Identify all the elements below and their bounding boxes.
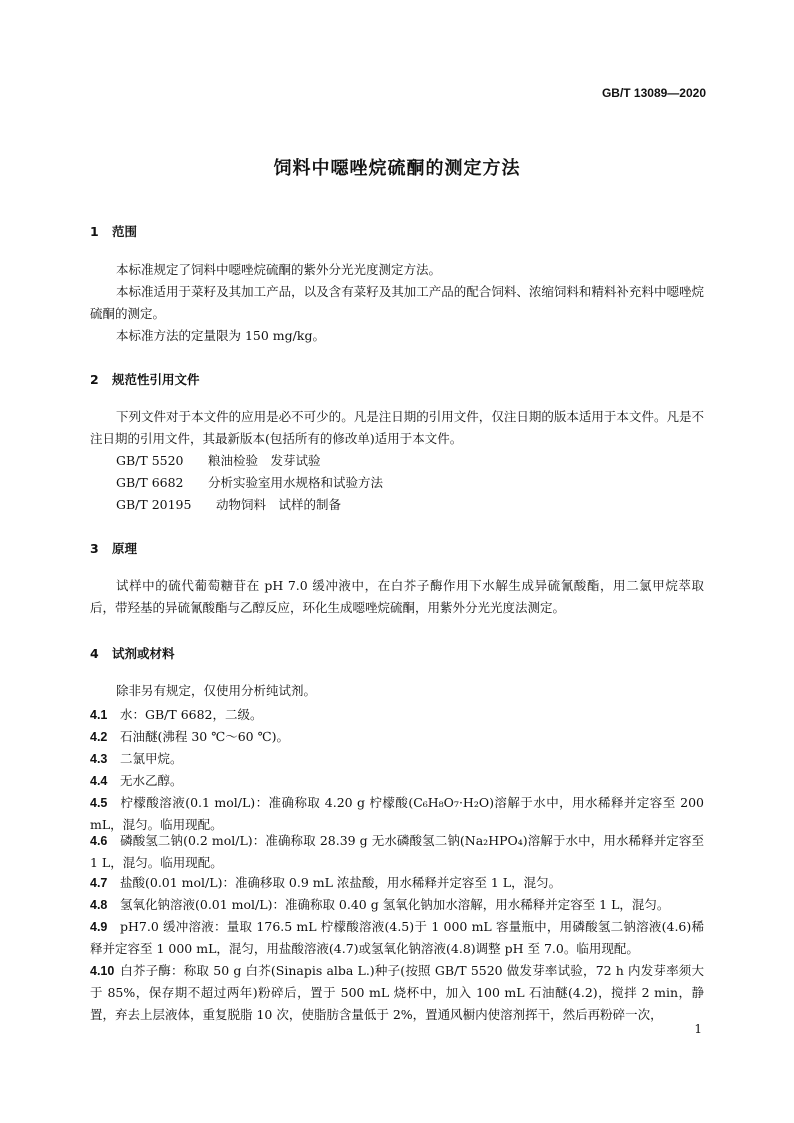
item-number: 4.7 <box>90 876 108 890</box>
item-number: 4.9 <box>90 920 108 934</box>
section-heading-4 <box>90 644 175 662</box>
item-number: 4.10 <box>90 964 115 978</box>
section-number: 1 <box>90 224 99 239</box>
item-number: 4.4 <box>90 774 108 788</box>
reference-code: GB/T 6682 <box>116 475 184 490</box>
principle-paragraph: 试样中的硫代葡萄糖苷在 pH 7.0 缓冲液中，在白芥子酶作用下水解生成异硫氰酸酯，用二氯甲烷萃取后，带羟基的异硫氰酸酯与乙醇反应，环化生成噁唑烷硫酮，用紫外分光光度法测定。 <box>90 578 704 615</box>
reagent-item <box>90 704 704 726</box>
section-heading-2 <box>90 370 200 388</box>
section-title: 原理 <box>112 541 138 556</box>
item-text: 氢氧化钠溶液(0.01 mol/L)：准确称取 0.40 g 氢氧化钠加水溶解，用水稀释并定容至 1 L，混匀。 <box>120 897 670 912</box>
reagent-item <box>90 960 704 1026</box>
item-text: 白芥子酶：称取 50 g 白芥(Sinapis alba L.)种子(按照 GB/T 5520 做发芽率试验，72 h 内发芽率须大于 85%，保存期不超过两年)粉碎后，置于 500 mL 烧杯中，加入 100 mL 石油醚(4.2)，搅拌 2 min，静置，弃去上层液体，重复脱脂 10 次，使脂肪含量低于 2%，置通风橱内使溶剂挥干，然后再粉碎一次， <box>90 963 704 1022</box>
reagents-intro: 除非另有规定，仅使用分析纯试剂。 <box>116 683 317 698</box>
item-text: 无水乙醇。 <box>120 773 183 788</box>
item-text: 二氯甲烷。 <box>120 751 183 766</box>
item-number: 4.1 <box>90 708 108 722</box>
reference-code: GB/T 20195 <box>116 497 192 512</box>
section-number: 3 <box>90 541 99 556</box>
item-number: 4.5 <box>90 796 108 810</box>
section-number: 2 <box>90 372 99 387</box>
reference-name: 粮油检验 发芽试验 <box>208 453 321 468</box>
item-number: 4.3 <box>90 752 108 766</box>
section-heading-1 <box>90 222 137 240</box>
section-heading-3 <box>90 539 137 557</box>
item-number: 4.2 <box>90 730 108 744</box>
reference-name: 分析实验室用水规格和试验方法 <box>208 475 384 490</box>
item-text: 磷酸氢二钠(0.2 mol/L)：准确称取 28.39 g 无水磷酸氢二钠(Na₂HPO₄)溶解于水中，用水稀释并定容至 1 L，混匀。临用现配。 <box>90 833 704 870</box>
reference-item <box>116 494 383 516</box>
item-text: 水：GB/T 6682，二级。 <box>120 707 263 722</box>
scope-paragraph-3: 本标准方法的定量限为 150 mg/kg。 <box>116 328 325 343</box>
reference-item <box>116 472 383 494</box>
item-text: 盐酸(0.01 mol/L)：准确移取 0.9 mL 浓盐酸，用水稀释并定容至 1 L，混匀。 <box>120 875 562 890</box>
reference-name: 动物饲料 试样的制备 <box>216 497 342 512</box>
reagent-item <box>90 726 704 748</box>
item-text: 石油醚(沸程 30 ℃～60 ℃)。 <box>120 729 289 744</box>
normative-intro: 下列文件对于本文件的应用是必不可少的。凡是注日期的引用文件，仅注日期的版本适用于本文件。凡是不注日期的引用文件，其最新版本(包括所有的修改单)适用于本文件。 <box>90 409 704 446</box>
scope-paragraph-1: 本标准规定了饲料中噁唑烷硫酮的紫外分光光度测定方法。 <box>116 262 442 277</box>
reagent-item <box>90 830 704 874</box>
item-text: pH7.0 缓冲溶液：量取 176.5 mL 柠檬酸溶液(4.5)于 1 000 mL 容量瓶中，用磷酸氢二钠溶液(4.6)稀释并定容至 1 000 mL，混匀，用盐酸溶液(4.7)或氢氧化钠溶液(4.8)调整 pH 至 7.0。临用现配。 <box>90 919 704 956</box>
page-title: 饲料中噁唑烷硫酮的测定方法 <box>273 158 521 179</box>
reagent-item <box>90 894 704 916</box>
reagent-item <box>90 748 704 770</box>
page-number: 1 <box>694 1022 702 1036</box>
section-title: 范围 <box>112 224 138 239</box>
reagent-item <box>90 770 704 792</box>
reagent-item <box>90 916 704 960</box>
standard-code: GB/T 13089—2020 <box>601 86 706 100</box>
item-text: 柠檬酸溶液(0.1 mol/L)：准确称取 4.20 g 柠檬酸(C₆H₈O₇·H₂O)溶解于水中，用水稀释并定容至 200 mL，混匀。临用现配。 <box>90 795 704 832</box>
section-title: 试剂或材料 <box>112 646 175 661</box>
reagent-item <box>90 872 704 894</box>
item-number: 4.6 <box>90 834 108 848</box>
section-number: 4 <box>90 646 99 661</box>
item-number: 4.8 <box>90 898 108 912</box>
reference-item <box>116 450 383 472</box>
reference-list <box>116 450 383 516</box>
reference-code: GB/T 5520 <box>116 453 184 468</box>
scope-paragraph-2: 本标准适用于菜籽及其加工产品，以及含有菜籽及其加工产品的配合饲料、浓缩饲料和精料补充料中噁唑烷硫酮的测定。 <box>90 284 704 321</box>
section-title: 规范性引用文件 <box>112 372 200 387</box>
